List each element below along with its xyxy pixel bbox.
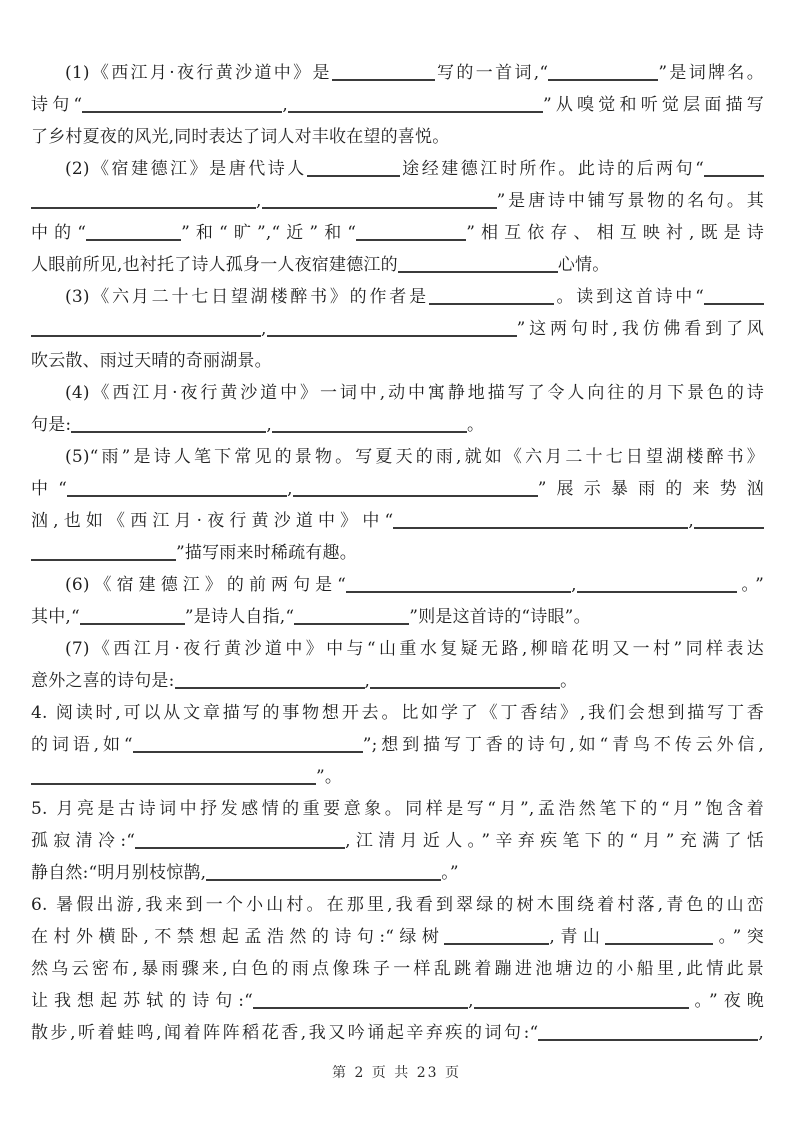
text-run: 。” [441,863,459,883]
text-run: ”描写雨来时稀疏有趣。 [176,543,357,563]
text-run: , [364,671,371,691]
text-run: ”;想到描写丁香的诗句,如“青鸟不传云外信, [362,735,764,755]
text-run: (3)《六月二十七日望湖楼醉书》的作者是 [65,287,429,307]
answer-blank [577,576,737,593]
text-run: ”从嗅觉和听觉层面描写 [542,95,764,115]
text-run: 中的“ [31,223,87,243]
text-line [31,121,764,153]
answer-blank [694,512,764,529]
answer-blank [175,672,365,689]
text-line [31,281,764,313]
text-line [31,729,764,761]
text-run: ”是诗人自指,“ [184,607,295,627]
text-run: ”展示暴雨的来势汹 [537,479,764,499]
answer-blank [253,992,468,1009]
text-run: 静自然:“明月别枝惊鹊, [31,863,207,883]
text-run: 。”突 [713,927,764,947]
answer-blank [135,832,345,849]
text-line [31,345,764,377]
text-run: ,江清月近人。”辛弃疾笔下的“月”充满了恬 [345,831,764,851]
text-line [31,57,764,89]
text-run: 。 [466,415,485,435]
text-run: ”。 [316,767,343,787]
text-line [31,377,764,409]
answer-blank [332,64,435,81]
answer-blank [393,512,688,529]
answer-blank [267,320,517,337]
answer-blank [398,256,558,273]
text-line [31,633,764,665]
text-run: 。”夜晚 [688,991,764,1011]
text-run: (4)《西江月·夜行黄沙道中》一词中,动中寓静地描写了令人向往的月下景色的诗 [65,383,764,403]
answer-blank [82,96,282,113]
text-run: , [282,95,288,115]
answer-blank [548,64,658,81]
answer-blank [67,480,287,497]
answer-blank [307,160,400,177]
text-line [31,601,764,633]
text-run: 写的一首词,“ [434,63,549,83]
text-line [31,313,764,345]
text-run: ”则是这首诗的“诗眼”。 [409,607,591,627]
text-run: 心情。 [557,255,610,275]
text-run: 意外之喜的诗句是: [31,671,175,691]
answer-blank [86,224,181,241]
text-run: 在村外横卧,不禁想起孟浩然的诗句:“绿树 [31,927,445,947]
answer-blank [31,320,261,337]
answer-blank [704,160,764,177]
text-run: 。读到这首诗中“ [553,287,704,307]
text-line [31,857,764,889]
text-run: 中“ [31,479,68,499]
answer-blank [293,480,538,497]
text-run: 汹,也如《西江月·夜行黄沙道中》中“ [31,511,394,531]
text-run: 让我想起苏轼的诗句:“ [31,991,254,1011]
text-run: (1)《西江月·夜行黄沙道中》是 [65,63,332,83]
answer-blank [80,608,185,625]
text-run: , [758,1023,764,1043]
text-run: 散步,听着蛙鸣,闻着阵阵稻花香,我又吟诵起辛弃疾的词句:“ [31,1023,539,1043]
text-run: , [261,319,267,339]
answer-blank [31,192,256,209]
text-line [31,153,764,185]
text-run: , [571,575,577,595]
answer-blank [31,768,316,785]
text-run: , [688,511,694,531]
text-run: 。” [736,575,764,595]
answer-blank [704,288,764,305]
text-line [31,665,764,697]
text-line [31,409,764,441]
text-line [31,89,764,121]
text-run: ”是唐诗中铺写景物的名句。其 [496,191,764,211]
answer-blank [71,416,266,433]
text-run: ,青山 [549,927,606,947]
answer-blank [133,736,363,753]
text-run: (6)《宿建德江》的前两句是“ [65,575,347,595]
answer-blank [605,928,713,945]
text-line [31,793,764,825]
answer-blank [538,1024,758,1041]
text-run: 孤寂清冷:“ [31,831,136,851]
answer-blank [31,544,176,561]
text-line [31,761,764,793]
text-line [31,889,764,921]
text-line [31,1017,764,1049]
text-line [31,473,764,505]
text-run: , [266,415,272,435]
answer-blank [206,864,441,881]
text-run: ”相互依存、相互映衬,既是诗 [466,223,764,243]
answer-blank [262,192,497,209]
text-run: 。 [560,671,578,691]
text-run: 诗句“ [31,95,83,115]
text-run: 5. 月亮是古诗词中抒发感情的重要意象。同样是写“月”,孟浩然笔下的“月”饱含着 [31,799,764,819]
text-run: 6. 暑假出游,我来到一个小山村。在那里,我看到翠绿的树木围绕着村落,青色的山峦 [31,895,764,915]
text-run: (5)“雨”是诗人笔下常见的景物。写夏天的雨,就如《六月二十七日望湖楼醉书》 [65,447,764,467]
text-line [31,185,764,217]
answer-blank [474,992,689,1009]
answer-blank [356,224,466,241]
text-run: 然乌云密布,暴雨骤来,白色的雨点像珠子一样乱跳着蹦进池塘边的小船里,此情此景 [31,959,764,979]
answer-blank [294,608,409,625]
text-line [31,217,764,249]
text-run: , [256,191,262,211]
text-run: (2)《宿建德江》是唐代诗人 [65,159,307,179]
answer-blank [429,288,554,305]
answer-blank [444,928,549,945]
text-line [31,825,764,857]
text-line [31,505,764,537]
text-run: (7)《西江月·夜行黄沙道中》中与“山重水复疑无路,柳暗花明又一村”同样表达 [65,639,764,659]
answer-blank [272,416,467,433]
text-run: ”是词牌名。 [658,63,764,83]
text-run: ”和“旷”,“近”和“ [181,223,357,243]
text-run: 其中,“ [31,607,80,627]
text-run: , [287,479,293,499]
text-line [31,249,764,281]
text-run: , [468,991,474,1011]
text-run: 了乡村夏夜的风光,同时表达了词人对丰收在望的喜悦。 [31,127,450,147]
text-run: 人眼前所见,也衬托了诗人孤身一人夜宿建德江的 [31,255,398,275]
text-line [31,537,764,569]
answer-blank [288,96,543,113]
text-line [31,921,764,953]
text-run: 的词语,如“ [31,735,133,755]
text-run: 吹云散、雨过天晴的奇丽湖景。 [31,351,272,371]
text-run: ”这两句时,我仿佛看到了风 [516,319,764,339]
text-run: 句是: [31,415,72,435]
text-line [31,985,764,1017]
text-run: 途经建德江时所作。此诗的后两句“ [399,159,705,179]
text-line [31,569,764,601]
worksheet-page [31,57,764,1049]
answer-blank [346,576,571,593]
answer-blank [370,672,560,689]
text-line [31,697,764,729]
text-line [31,441,764,473]
text-line [31,953,764,985]
page-number-footer: 第 2 页 共 23 页 [332,1065,461,1081]
text-run: 4. 阅读时,可以从文章描写的事物想开去。比如学了《丁香结》,我们会想到描写丁香 [31,703,764,723]
